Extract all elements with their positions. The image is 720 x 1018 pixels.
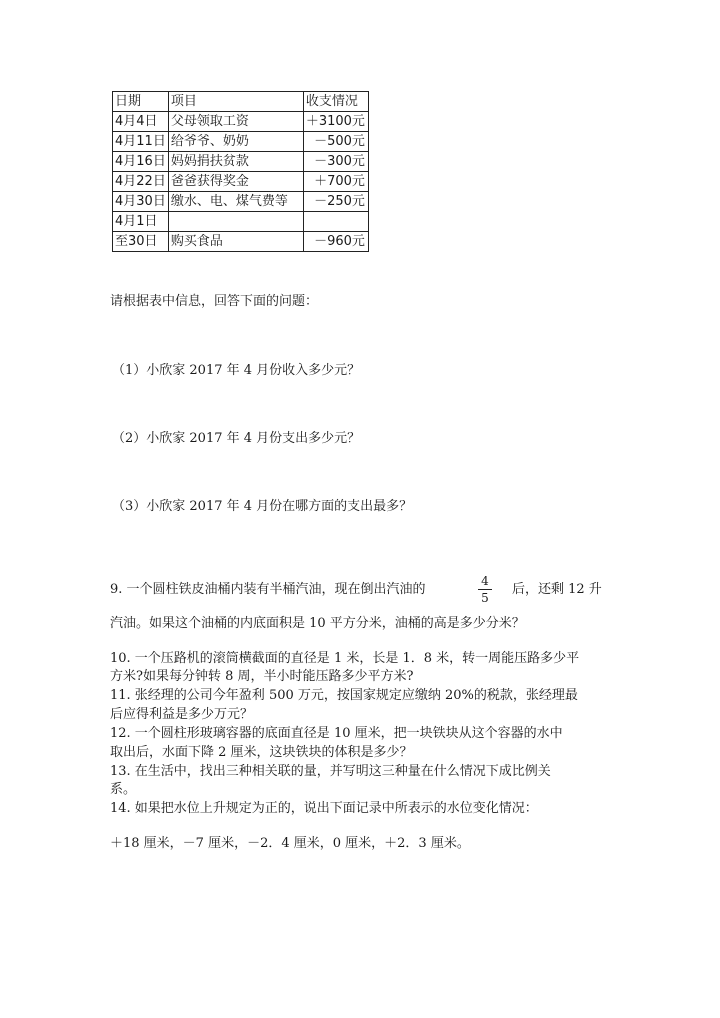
cell-item: 爸爸获得奖金 bbox=[168, 172, 303, 192]
cell-date: 4月16日 bbox=[113, 152, 169, 172]
cell-amount: －500元 bbox=[303, 132, 368, 152]
header-amount: 收支情况 bbox=[303, 92, 368, 112]
question-10-line1: 10. 一个压路机的滚筒横截面的直径是 1 米，长是 1．8 米，转一周能压路多少平 bbox=[110, 651, 580, 666]
question-12-line2: 取出后，水面下降 2 厘米，这块铁块的体积是多少？ bbox=[110, 745, 413, 760]
fraction-numerator: 4 bbox=[478, 574, 492, 590]
cell-amount: ＋700元 bbox=[303, 172, 368, 192]
header-item: 项目 bbox=[168, 92, 303, 112]
cell-item: 给爷爷、奶奶 bbox=[168, 132, 303, 152]
income-expense-table bbox=[112, 91, 369, 252]
question-9-part2: 后，还剩 12 升 bbox=[512, 582, 602, 597]
table-row bbox=[113, 192, 369, 212]
table-row bbox=[113, 152, 369, 172]
question-12-line1: 12. 一个圆柱形玻璃容器的底面直径是 10 厘米，把一块铁块从这个容器的水中 bbox=[110, 726, 563, 741]
cell-item: 购买食品 bbox=[168, 232, 303, 252]
question-11-line2: 后应得利益是多少万元？ bbox=[110, 707, 254, 722]
sub-question-1: （1）小欣家 2017 年 4 月份收入多少元？ bbox=[112, 363, 361, 378]
cell-amount bbox=[303, 212, 368, 232]
cell-date: 4月1日 bbox=[113, 212, 169, 232]
question-13-line2: 系。 bbox=[110, 782, 137, 797]
cell-amount: －300元 bbox=[303, 152, 368, 172]
cell-item: 父母领取工资 bbox=[168, 112, 303, 132]
cell-amount: ＋3100元 bbox=[303, 112, 368, 132]
cell-date: 至30日 bbox=[113, 232, 169, 252]
cell-date: 4月11日 bbox=[113, 132, 169, 152]
cell-item: 缴水、电、煤气费等 bbox=[168, 192, 303, 212]
table-row bbox=[113, 112, 369, 132]
intro-text: 请根据表中信息，回答下面的问题： bbox=[110, 294, 319, 309]
cell-item bbox=[168, 212, 303, 232]
table-row bbox=[113, 212, 369, 232]
question-13-line1: 13. 在生活中，找出三种相关联的量，并写明这三种量在什么情况下成比例关 bbox=[110, 764, 551, 779]
cell-amount: －960元 bbox=[303, 232, 368, 252]
fraction-denominator: 5 bbox=[481, 591, 489, 605]
table-header-row bbox=[113, 92, 369, 112]
table-row bbox=[113, 232, 369, 252]
question-9-part1: 9. 一个圆柱铁皮油桶内装有半桶汽油，现在倒出汽油的 bbox=[110, 582, 426, 597]
cell-date: 4月30日 bbox=[113, 192, 169, 212]
fraction-four-fifths bbox=[478, 574, 492, 605]
cell-date: 4月4日 bbox=[113, 112, 169, 132]
header-date: 日期 bbox=[113, 92, 169, 112]
cell-amount: －250元 bbox=[303, 192, 368, 212]
sub-question-2: （2）小欣家 2017 年 4 月份支出多少元？ bbox=[112, 431, 361, 446]
cell-item: 妈妈捐扶贫款 bbox=[168, 152, 303, 172]
question-14-line2: ＋18 厘米，－7 厘米，－2．4 厘米，0 厘米，＋2．3 厘米。 bbox=[110, 836, 470, 851]
question-14-line1: 14. 如果把水位上升规定为正的，说出下面记录中所表示的水位变化情况： bbox=[110, 801, 538, 816]
question-11-line1: 11. 张经理的公司今年盈利 500 万元，按国家规定应缴纳 20%的税款，张经理最 bbox=[110, 688, 578, 703]
table-row bbox=[113, 172, 369, 192]
cell-date: 4月22日 bbox=[113, 172, 169, 192]
question-9-line2: 汽油。如果这个油桶的内底面积是 10 平方分米，油桶的高是多少分米？ bbox=[110, 616, 525, 631]
sub-question-3: （3）小欣家 2017 年 4 月份在哪方面的支出最多？ bbox=[112, 499, 413, 514]
table-row bbox=[113, 132, 369, 152]
question-10-line2: 方米?如果每分钟转 8 周，半小时能压路多少平方米? bbox=[110, 669, 414, 684]
